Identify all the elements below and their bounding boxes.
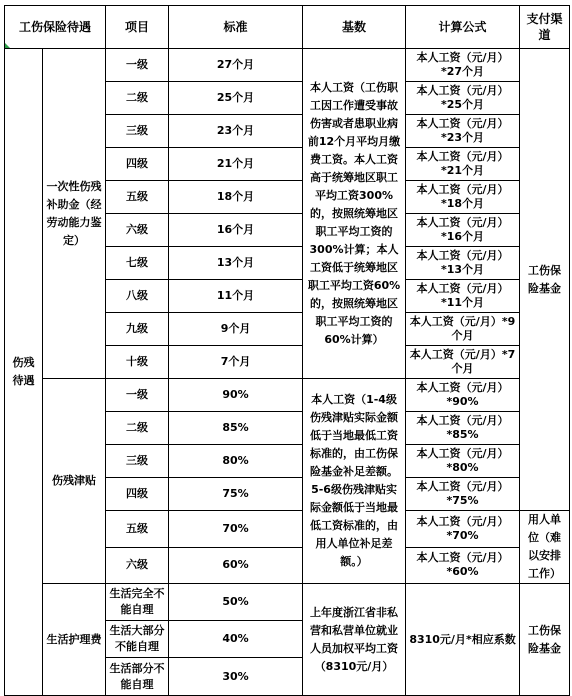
standard-cell: 9个月 [169, 313, 303, 346]
group-name-nursing: 生活护理费 [43, 584, 106, 696]
formula-cell: 本人工资（元/月）*9个月 [406, 313, 520, 346]
formula-nursing: 8310元/月*相应系数 [406, 584, 520, 696]
header-formula: 计算公式 [406, 6, 520, 49]
formula-cell: 本人工资（元/月）*18个月 [406, 181, 520, 214]
formula-cell: 本人工资（元/月）*27个月 [406, 49, 520, 82]
grade-cell: 二级 [106, 412, 169, 445]
grade-cell: 二级 [106, 82, 169, 115]
grade-cell: 生活完全不能自理 [106, 584, 169, 621]
standard-cell: 70% [169, 511, 303, 548]
formula-cell: 本人工资（元/月）*60% [406, 547, 520, 584]
category-label: 伤残待遇 [5, 49, 43, 696]
basis-lump-sum: 本人工资（工伤职工因工作遭受事故伤害或者患职业病前12个月平均月缴费工资。本人工资高于统筹地区职工平均工资300%的，按照统筹地区职工平均工资的300%计算；本人工资低于统筹地区职工平均工资60%的，按照统筹地区职工平均工资的60%计算） [303, 49, 406, 379]
standard-cell: 90% [169, 379, 303, 412]
group-name-allowance: 伤残津贴 [43, 379, 106, 584]
grade-cell: 三级 [106, 445, 169, 478]
grade-cell: 生活部分不能自理 [106, 658, 169, 696]
grade-cell: 三级 [106, 115, 169, 148]
formula-cell: 本人工资（元/月）*85% [406, 412, 520, 445]
standard-cell: 18个月 [169, 181, 303, 214]
formula-cell: 本人工资（元/月）*7个月 [406, 346, 520, 379]
standard-cell: 21个月 [169, 148, 303, 181]
standard-cell: 75% [169, 478, 303, 511]
grade-cell: 八级 [106, 280, 169, 313]
channel-employer: 用人单位（难以安排工作） [520, 511, 570, 584]
standard-cell: 23个月 [169, 115, 303, 148]
grade-cell: 四级 [106, 148, 169, 181]
grade-cell: 十级 [106, 346, 169, 379]
header-benefit: 工伤保险待遇 [5, 6, 106, 49]
header-basis: 基数 [303, 6, 406, 49]
formula-cell: 本人工资（元/月）*21个月 [406, 148, 520, 181]
basis-allowance: 本人工资（1-4级伤残津贴实际金额低于当地最低工资标准的，由工伤保险基金补足差额。5-6级伤残津贴实际金额低于当地最低工资标准的，由用人单位补足差额。） [303, 379, 406, 584]
standard-cell: 7个月 [169, 346, 303, 379]
grade-cell: 一级 [106, 49, 169, 82]
standard-cell: 50% [169, 584, 303, 621]
grade-cell: 一级 [106, 379, 169, 412]
grade-cell: 九级 [106, 313, 169, 346]
header-row [5, 6, 570, 49]
formula-cell: 本人工资（元/月）*13个月 [406, 247, 520, 280]
grade-cell: 六级 [106, 547, 169, 584]
grade-cell: 七级 [106, 247, 169, 280]
standard-cell: 11个月 [169, 280, 303, 313]
table-row [5, 49, 570, 82]
header-standard: 标准 [169, 6, 303, 49]
standard-cell: 40% [169, 621, 303, 658]
standard-cell: 25个月 [169, 82, 303, 115]
standard-cell: 13个月 [169, 247, 303, 280]
formula-cell: 本人工资（元/月）*70% [406, 511, 520, 548]
formula-cell: 本人工资（元/月）*75% [406, 478, 520, 511]
grade-cell: 六级 [106, 214, 169, 247]
header-channel: 支付渠道 [520, 6, 570, 49]
work-injury-benefits-table [4, 5, 570, 696]
grade-cell: 生活大部分不能自理 [106, 621, 169, 658]
standard-cell: 60% [169, 547, 303, 584]
standard-cell: 85% [169, 412, 303, 445]
formula-cell: 本人工资（元/月）*11个月 [406, 280, 520, 313]
group-name-lump-sum: 一次性伤残补助金（经劳动能力鉴定） [43, 49, 106, 379]
table-row [5, 584, 570, 621]
channel-fund: 工伤保险基金 [520, 49, 570, 511]
standard-cell: 80% [169, 445, 303, 478]
basis-nursing: 上年度浙江省非私营和私营单位就业人员加权平均工资（8310元/月） [303, 584, 406, 696]
channel-nursing-fund: 工伤保险基金 [520, 584, 570, 696]
formula-cell: 本人工资（元/月）*16个月 [406, 214, 520, 247]
standard-cell: 27个月 [169, 49, 303, 82]
formula-cell: 本人工资（元/月）*25个月 [406, 82, 520, 115]
standard-cell: 16个月 [169, 214, 303, 247]
table-row [5, 379, 570, 412]
formula-cell: 本人工资（元/月）*23个月 [406, 115, 520, 148]
standard-cell: 30% [169, 658, 303, 696]
grade-cell: 四级 [106, 478, 169, 511]
grade-cell: 五级 [106, 511, 169, 548]
formula-cell: 本人工资（元/月）*90% [406, 379, 520, 412]
formula-cell: 本人工资（元/月）*80% [406, 445, 520, 478]
grade-cell: 五级 [106, 181, 169, 214]
header-item: 项目 [106, 6, 169, 49]
